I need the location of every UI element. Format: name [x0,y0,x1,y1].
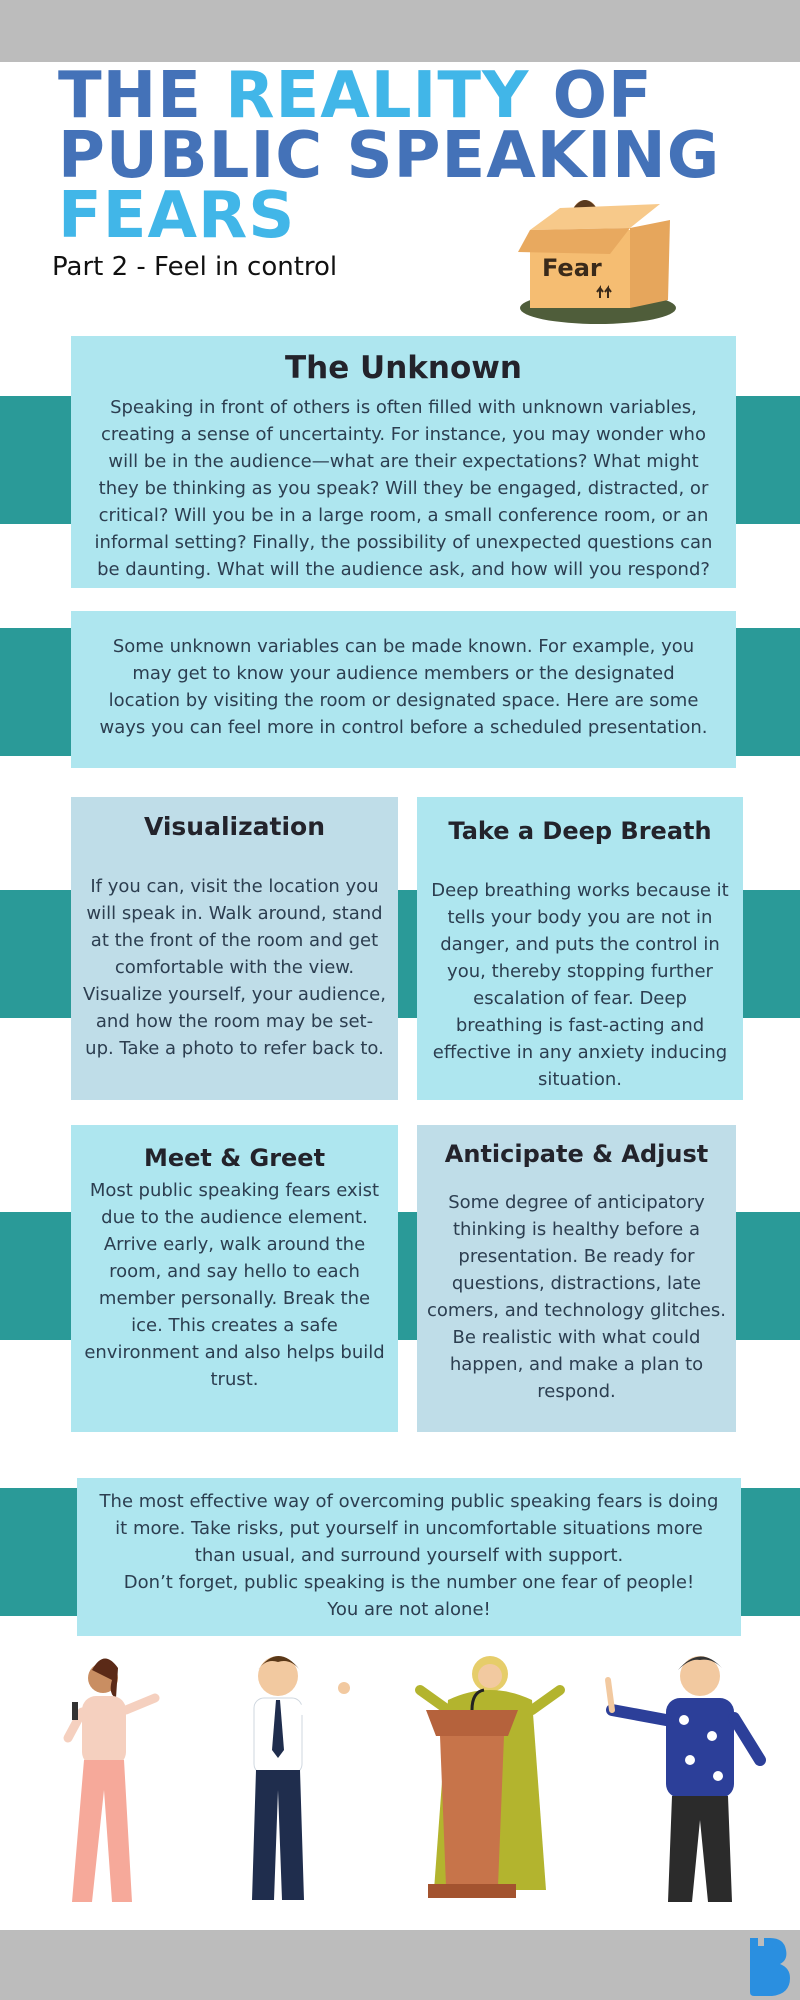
unknown-body: Speaking in front of others is often filled with unknown variables, creating a sense of uncertainty. For instance, you may wonder who will be in the audience—what are their expectations? What might they be thinking as you speak? Will they be engaged, distracted, or critical? Will you be in a large room, a small conference room, or an informal setting? Finally, the possibility of unexpected questions can be daunting. What will the audience ask, and how will you respond? [94,397,713,580]
brand-logo-icon [742,1932,798,1998]
tip-body: Some degree of anticipatory thinking is healthy before a presentation. Be ready for questions, distractions, late comers, and technology glitches. Be realistic with what could happen, and make a plan to respond. [427,1192,726,1402]
top-bar [0,0,800,62]
tip-heading: Take a Deep Breath [448,817,712,845]
tip-heading: Visualization [143,812,326,841]
fear-box-illustration [510,190,690,330]
tip-heading: Anticipate & Adjust [444,1140,709,1168]
title-line1: THE REALITY OF [58,59,653,133]
page-subtitle: Part 2 - Feel in control [52,252,338,282]
tip-body: If you can, visit the location you will speak in. Walk around, stand at the front of the room and get comfortable with the view. Visualize yourself, your audience, and how the room may be set-up. Take a photo to refer back to. [83,876,386,1059]
known-body: Some unknown variables can be made known. For example, you may get to know your audience members or the designated location by visiting the room or designated space. Here are some ways you can feel more in control before a scheduled presentation. [99,636,708,738]
tip-heading: Meet & Greet [143,1144,326,1172]
fear-label: Fear [542,254,602,282]
speakers-illustration [0,1640,800,1915]
closing-line: Don’t forget, public speaking is the number one fear of people! [123,1572,695,1593]
tip-card-anticipate [417,1125,736,1432]
speaker-woman-mic-icon [68,1658,155,1902]
title-line2: PUBLIC SPEAKING [58,119,721,193]
title-line3: FEARS [58,179,296,253]
closing-line: The most effective way of overcoming public speaking fears is doing it more. Take risks, put yourself in uncomfortable situations more than usual, and surround yourself with support. [99,1491,719,1566]
tip-body: Most public speaking fears exist due to the audience element. Arrive early, walk around the room, and say hello to each member personally. Break the ice. This creates a safe environment and also helps build trust. [84,1180,385,1390]
speaker-man-tie-icon [252,1656,350,1900]
bottom-bar [0,1930,800,2000]
tip-card-deep-breath [417,797,743,1100]
unknown-card [71,336,736,588]
tip-card-visualization [71,797,398,1100]
speaker-man-batik-icon [608,1656,760,1902]
closing-line: You are not alone! [327,1599,491,1620]
unknown-heading: The Unknown [285,350,522,386]
known-card [71,611,736,768]
closing-card [77,1478,741,1636]
tip-card-meet-greet [71,1125,398,1432]
tip-body: Deep breathing works because it tells your body you are not in danger, and puts the control in you, thereby stopping further escalation of fear. Deep breathing is fast-acting and effective in any anxiety inducing situation. [431,880,729,1090]
speaker-podium-woman-icon [420,1656,560,1898]
